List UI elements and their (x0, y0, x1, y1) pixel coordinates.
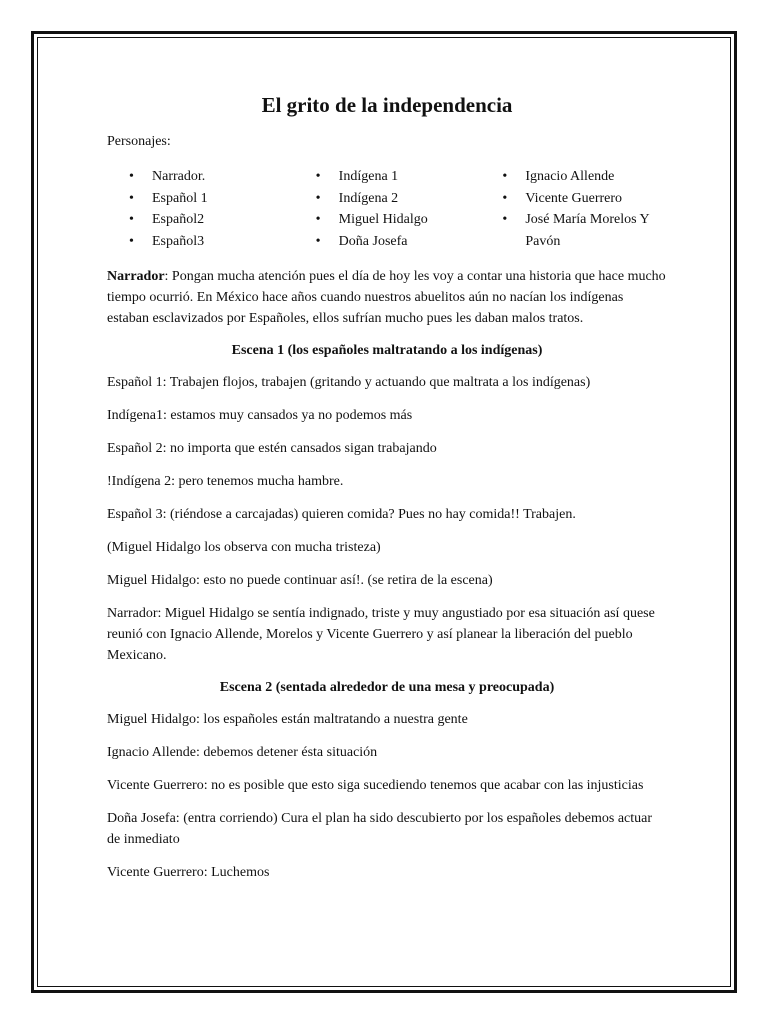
scene-2-heading: Escena 2 (sentada alrededor de una mesa y preocupada) (219, 680, 555, 695)
characters-column-2 (294, 166, 481, 252)
character-item: • Español2 (107, 209, 294, 231)
character-item: • Indígena 1 (294, 166, 481, 188)
dialogue-line: Vicente Guerrero: no es posible que esto siga sucediendo tenemos que acabar con las injusticias (107, 778, 644, 793)
dialogue-line: Indígena1: estamos muy cansados ya no podemos más (107, 408, 413, 423)
character-item: • Narrador. (107, 166, 294, 188)
dialogue-line: Español 1: Trabajen flojos, trabajen (gritando y actuando que maltrata a los indígenas) (107, 375, 591, 390)
dialogue-line: Miguel Hidalgo: los españoles están maltratando a nuestra gente (107, 712, 468, 727)
character-item: • José María Morelos Y Pavón (480, 209, 655, 252)
document-title: El grito de la independencia (261, 93, 513, 117)
character-item: • Indígena 2 (294, 188, 481, 210)
dialogue-line: Vicente Guerrero: Luchemos (107, 865, 270, 880)
characters-label: Personajes: (107, 134, 171, 149)
dialogue-line: Doña Josefa: (entra corriendo) Cura el plan ha sido descubierto por los españoles debemos actuar de inmediato (107, 811, 653, 847)
character-item: • Miguel Hidalgo (294, 209, 481, 231)
scene-1-heading: Escena 1 (los españoles maltratando a los indígenas) (231, 343, 543, 358)
dialogue-line: Miguel Hidalgo: esto no puede continuar así!. (se retira de la escena) (107, 573, 493, 588)
narrator-speaker: Narrador (107, 269, 165, 284)
character-item: • Español3 (107, 231, 294, 253)
characters-column-1 (107, 166, 294, 252)
character-item: • Ignacio Allende (480, 166, 667, 188)
dialogue-line: Español 3: (riéndose a carcajadas) quieren comida? Pues no hay comida!! Trabajen. (107, 507, 576, 522)
characters-column-3 (480, 166, 667, 252)
character-item: • Español 1 (107, 188, 294, 210)
narrator-intro (107, 266, 667, 329)
characters-list (107, 166, 667, 252)
document-body (107, 90, 667, 883)
dialogue-line: Español 2: no importa que estén cansados sigan trabajando (107, 441, 437, 456)
dialogue-line: !Indígena 2: pero tenemos mucha hambre. (107, 474, 344, 489)
character-item: • Doña Josefa (294, 231, 481, 253)
character-item: • Vicente Guerrero (480, 188, 667, 210)
narrator-intro-text: : Pongan mucha atención pues el día de hoy les voy a contar una historia que hace mucho tiempo ocurrió. En México hace años cuando nuestros abuelitos aún no nacían los indígenas estaban esclavizados por Españoles, ellos sufrían mucho pues les daban malos tratos. (107, 269, 666, 326)
dialogue-line: Narrador: Miguel Hidalgo se sentía indignado, triste y muy angustiado por esa situación así quese reunió con Ignacio Allende, Morelos y Vicente Guerrero y así planear la liberación del pueblo Mexicano. (107, 606, 655, 663)
stage-direction: (Miguel Hidalgo los observa con mucha tristeza) (107, 540, 381, 555)
dialogue-line: Ignacio Allende: debemos detener ésta situación (107, 745, 378, 760)
